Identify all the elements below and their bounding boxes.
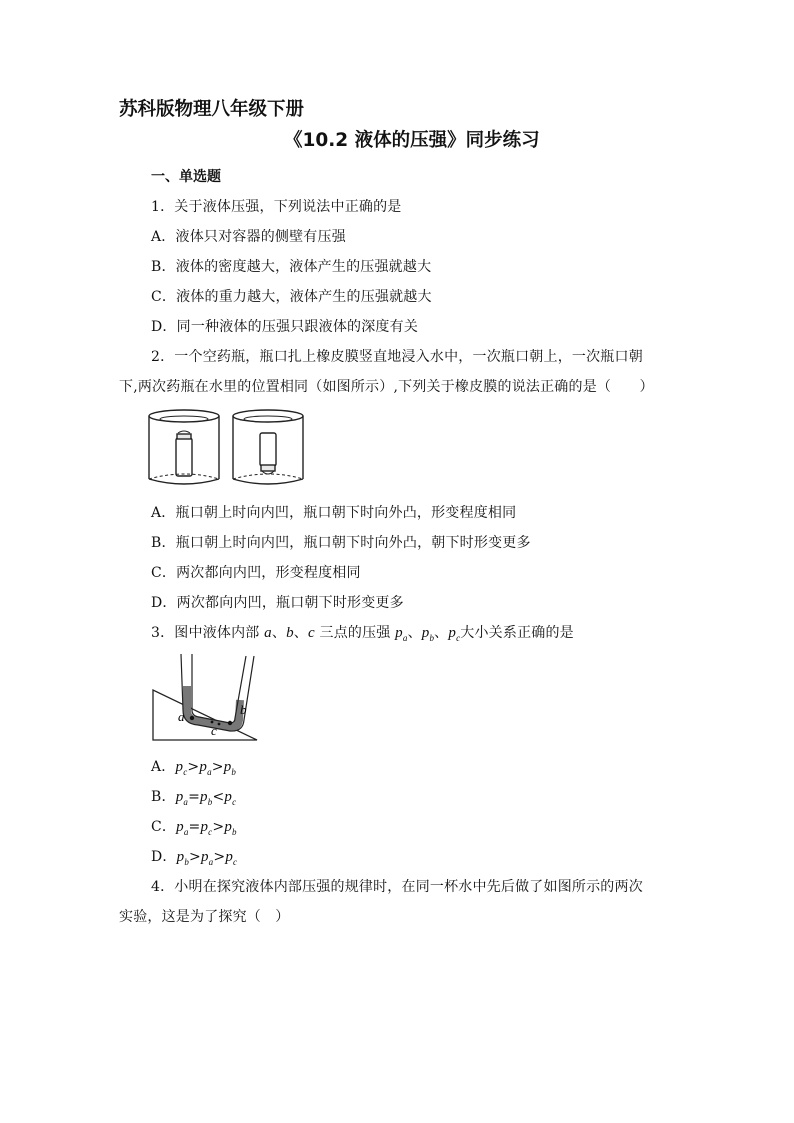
q2-stem-line2: 下,两次药瓶在水里的位置相同（如图所示）,下列关于橡皮膜的说法正确的是（ ） bbox=[119, 379, 654, 395]
q3-option-b: B．$p_a=p_b<p_c$ bbox=[151, 789, 237, 807]
q3-sep1: 、 bbox=[271, 625, 287, 641]
q3-figure-label-b: b bbox=[240, 702, 247, 717]
q3-option-d: D．$p_b>p_a>p_c$ bbox=[151, 849, 238, 867]
q3-pc: $p_c$ bbox=[448, 625, 461, 643]
q1-option-d: D．同一种液体的压强只跟液体的深度有关 bbox=[151, 319, 419, 335]
q3-stem-pre: 3．图中液体内部 bbox=[151, 625, 265, 641]
q3-point-a: a bbox=[264, 625, 272, 641]
q3-stem-post: 大小关系正确的是 bbox=[460, 625, 574, 641]
q4-stem-line1: 4．小明在探究液体内部压强的规律时，在同一杯水中先后做了如图所示的两次 bbox=[151, 879, 643, 895]
q2-stem-line1: 2．一个空药瓶，瓶口扎上橡皮膜竖直地浸入水中，一次瓶口朝上，一次瓶口朝 bbox=[151, 349, 643, 365]
q3-point-c: c bbox=[307, 625, 315, 641]
q1-option-a: A．液体只对容器的侧壁有压强 bbox=[151, 229, 346, 245]
q1-option-b: B．液体的密度越大，液体产生的压强就越大 bbox=[151, 259, 432, 275]
q3-pb: $p_b$ bbox=[421, 625, 435, 643]
q3-stem: 3．图中液体内部 a、b、c 三点的压强 $p_a$、$p_b$、$p_c$大小关系正确的是 bbox=[151, 625, 574, 643]
q4-stem-line2: 实验，这是为了探究（ ） bbox=[119, 909, 290, 925]
q3-stem-mid: 三点的压强 bbox=[314, 625, 396, 641]
page-subtitle: 《10.2 液体的压强》同步练习 bbox=[284, 130, 540, 151]
q1-option-c: C．液体的重力越大，液体产生的压强就越大 bbox=[151, 289, 432, 305]
q2-option-d: D．两次都向内凹，瓶口朝下时形变更多 bbox=[151, 595, 404, 611]
q3-pa: $p_a$ bbox=[395, 625, 408, 643]
q2-option-c: C．两次都向内凹，形变程度相同 bbox=[151, 565, 361, 581]
q3-figure-label-a: a bbox=[178, 709, 185, 724]
q3-option-a: A．$p_c>p_a>p_b$ bbox=[151, 759, 237, 777]
q3-figure-label-c: c bbox=[211, 723, 217, 738]
q3-figure-utube bbox=[150, 652, 262, 744]
page-title: 苏科版物理八年级下册 bbox=[119, 99, 305, 120]
q1-stem: 1．关于液体压强，下列说法中正确的是 bbox=[151, 199, 402, 215]
q2-option-a: A．瓶口朝上时向内凹，瓶口朝下时向外凸，形变程度相同 bbox=[151, 505, 517, 521]
q3-sep2: 、 bbox=[293, 625, 308, 641]
q3-point-b: b bbox=[286, 625, 294, 641]
section-heading: 一、单选题 bbox=[151, 169, 221, 185]
q2-figure-bottles bbox=[147, 407, 307, 489]
q3-option-c: C．$p_a=p_c>p_b$ bbox=[151, 819, 237, 837]
q2-option-b: B．瓶口朝上时向内凹，瓶口朝下时向外凸，朝下时形变更多 bbox=[151, 535, 531, 551]
